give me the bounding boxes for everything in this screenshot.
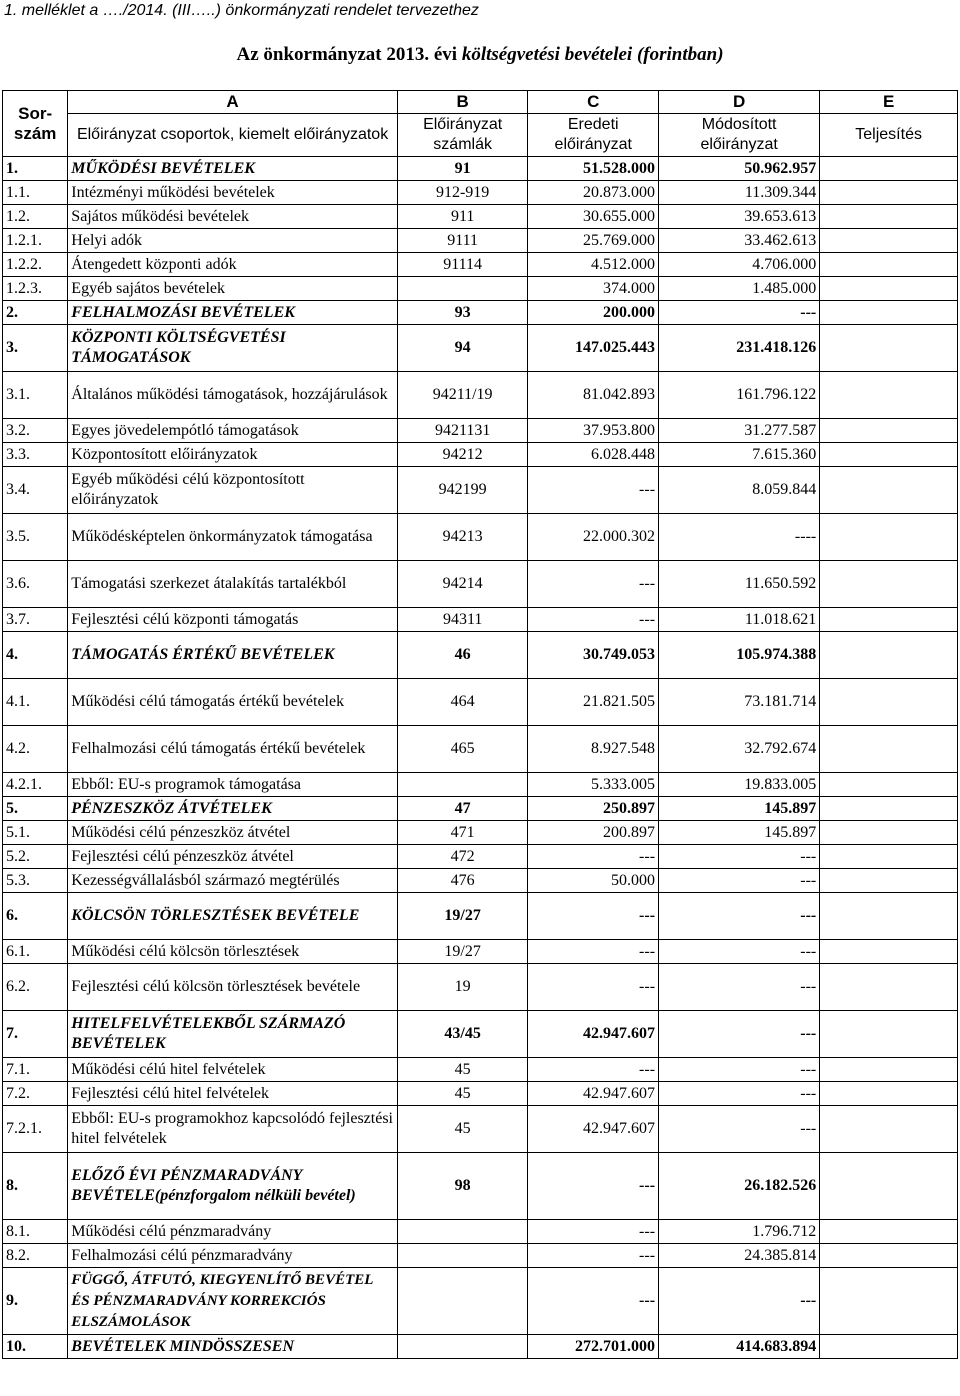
row-completion: [820, 372, 958, 419]
row-name: ELŐZŐ ÉVI PÉNZMARADVÁNY BEVÉTELE(pénzforgalom nélküli bevétel): [68, 1153, 398, 1220]
row-modified: 1.796.712: [659, 1220, 820, 1244]
row-modified: 26.182.526: [659, 1153, 820, 1220]
row-account: 98: [397, 1153, 528, 1220]
row-modified: ---: [659, 301, 820, 325]
row-completion: [820, 301, 958, 325]
row-modified: ---: [659, 893, 820, 940]
row-modified: 231.418.126: [659, 325, 820, 372]
row-code: 10.: [3, 1335, 68, 1359]
row-original: 4.512.000: [528, 253, 659, 277]
table-row: [3, 325, 958, 372]
row-original: 21.821.505: [528, 679, 659, 726]
row-completion: [820, 561, 958, 608]
row-original: 42.947.607: [528, 1082, 659, 1106]
row-account: [397, 773, 528, 797]
row-name: Működési célú támogatás értékű bevételek: [68, 679, 398, 726]
table-row: [3, 181, 958, 205]
row-original: 22.000.302: [528, 514, 659, 561]
row-completion: [820, 1220, 958, 1244]
row-modified: 24.385.814: [659, 1244, 820, 1268]
title-prefix: Az önkormányzat 2013. évi: [236, 44, 462, 65]
row-modified: ---: [659, 869, 820, 893]
row-modified: 33.462.613: [659, 229, 820, 253]
table-row: [3, 1244, 958, 1268]
row-completion: [820, 514, 958, 561]
row-name: BEVÉTELEK MINDÖSSZESEN: [68, 1335, 398, 1359]
row-code: 7.2.: [3, 1082, 68, 1106]
row-original: ---: [528, 467, 659, 514]
row-name: FÜGGŐ, ÁTFUTÓ, KIEGYENLÍTŐ BEVÉTEL ÉS PÉNZMARADVÁNY KORREKCIÓS ELSZÁMOLÁSOK: [68, 1268, 398, 1335]
row-completion: [820, 253, 958, 277]
row-original: 51.528.000: [528, 157, 659, 181]
row-original: ---: [528, 964, 659, 1011]
header-d: Módosított előirányzat: [659, 114, 820, 157]
row-modified: ---: [659, 1058, 820, 1082]
row-account: 46: [397, 632, 528, 679]
row-account: 45: [397, 1106, 528, 1153]
row-original: 147.025.443: [528, 325, 659, 372]
row-account: 464: [397, 679, 528, 726]
row-code: 3.7.: [3, 608, 68, 632]
header-description-row: [3, 114, 958, 157]
row-original: 20.873.000: [528, 181, 659, 205]
row-name: Támogatási szerkezet átalakítás tartalékból: [68, 561, 398, 608]
document-note: 1. melléklet a …./2014. (III…..) önkormányzati rendelet tervezethez: [4, 2, 479, 19]
header-letter-a: A: [68, 91, 398, 114]
table-row: [3, 608, 958, 632]
row-modified: 11.650.592: [659, 561, 820, 608]
table-row: [3, 1335, 958, 1359]
row-completion: [820, 608, 958, 632]
row-original: ---: [528, 1268, 659, 1335]
page-title: [0, 42, 960, 68]
row-original: ---: [528, 893, 659, 940]
row-account: 43/45: [397, 1011, 528, 1058]
row-completion: [820, 632, 958, 679]
row-completion: [820, 893, 958, 940]
row-name: Fejlesztési célú kölcsön törlesztések bevétele: [68, 964, 398, 1011]
row-modified: ---: [659, 1082, 820, 1106]
header-letter-d: D: [659, 91, 820, 114]
row-code: 4.1.: [3, 679, 68, 726]
row-completion: [820, 1335, 958, 1359]
row-modified: 8.059.844: [659, 467, 820, 514]
row-name: Központosított előirányzatok: [68, 443, 398, 467]
row-name: KÖLCSÖN TÖRLESZTÉSEK BEVÉTELE: [68, 893, 398, 940]
row-name: Működésképtelen önkormányzatok támogatása: [68, 514, 398, 561]
row-modified: 1.485.000: [659, 277, 820, 301]
table-row: [3, 157, 958, 181]
table-row: [3, 277, 958, 301]
table-row: [3, 821, 958, 845]
table-row: [3, 1082, 958, 1106]
row-modified: 31.277.587: [659, 419, 820, 443]
row-completion: [820, 964, 958, 1011]
table-row: [3, 940, 958, 964]
row-account: 912-919: [397, 181, 528, 205]
row-account: 471: [397, 821, 528, 845]
row-name: Fejlesztési célú pénzeszköz átvétel: [68, 845, 398, 869]
row-name: MŰKÖDÉSI BEVÉTELEK: [68, 157, 398, 181]
row-code: 7.2.1.: [3, 1106, 68, 1153]
row-original: 374.000: [528, 277, 659, 301]
row-completion: [820, 443, 958, 467]
row-account: 19: [397, 964, 528, 1011]
row-original: 37.953.800: [528, 419, 659, 443]
row-original: ---: [528, 1244, 659, 1268]
row-account: 9111: [397, 229, 528, 253]
row-original: ---: [528, 940, 659, 964]
row-name: Egyéb működési célú központosított előirányzatok: [68, 467, 398, 514]
row-name: Egyéb sajátos bevételek: [68, 277, 398, 301]
row-code: 4.: [3, 632, 68, 679]
row-modified: ---: [659, 1268, 820, 1335]
row-code: 5.2.: [3, 845, 68, 869]
table-row: [3, 561, 958, 608]
row-account: 94211/19: [397, 372, 528, 419]
row-modified: ---: [659, 964, 820, 1011]
row-account: [397, 1244, 528, 1268]
row-completion: [820, 1106, 958, 1153]
header-letter-c: C: [528, 91, 659, 114]
row-code: 1.2.1.: [3, 229, 68, 253]
header-letter-b: B: [397, 91, 528, 114]
row-original: 200.897: [528, 821, 659, 845]
table-row: [3, 419, 958, 443]
row-completion: [820, 773, 958, 797]
row-code: 6.1.: [3, 940, 68, 964]
row-account: [397, 1268, 528, 1335]
row-code: 1.2.2.: [3, 253, 68, 277]
table-row: [3, 253, 958, 277]
row-completion: [820, 797, 958, 821]
row-original: 5.333.005: [528, 773, 659, 797]
row-completion: [820, 277, 958, 301]
row-code: 3.2.: [3, 419, 68, 443]
table-row: [3, 372, 958, 419]
row-name: Kezességvállalásból származó megtérülés: [68, 869, 398, 893]
row-code: 2.: [3, 301, 68, 325]
row-account: 45: [397, 1082, 528, 1106]
row-account: 93: [397, 301, 528, 325]
row-completion: [820, 1153, 958, 1220]
table-row: [3, 1220, 958, 1244]
row-completion: [820, 419, 958, 443]
row-code: 6.: [3, 893, 68, 940]
row-code: 4.2.: [3, 726, 68, 773]
row-account: [397, 1220, 528, 1244]
row-modified: ----: [659, 514, 820, 561]
header-letter-e: E: [820, 91, 958, 114]
row-code: 3.4.: [3, 467, 68, 514]
row-original: 200.000: [528, 301, 659, 325]
row-original: ---: [528, 845, 659, 869]
row-modified: 161.796.122: [659, 372, 820, 419]
row-modified: 11.309.344: [659, 181, 820, 205]
header-e: Teljesítés: [820, 114, 958, 157]
row-code: 1.2.: [3, 205, 68, 229]
row-code: 3.: [3, 325, 68, 372]
row-code: 1.1.: [3, 181, 68, 205]
row-completion: [820, 869, 958, 893]
row-code: 7.: [3, 1011, 68, 1058]
row-completion: [820, 821, 958, 845]
row-account: 47: [397, 797, 528, 821]
table-row: [3, 797, 958, 821]
row-code: 8.1.: [3, 1220, 68, 1244]
row-code: 5.3.: [3, 869, 68, 893]
row-original: 6.028.448: [528, 443, 659, 467]
table-row: [3, 869, 958, 893]
row-name: TÁMOGATÁS ÉRTÉKŰ BEVÉTELEK: [68, 632, 398, 679]
row-account: [397, 1335, 528, 1359]
table-row: [3, 205, 958, 229]
row-modified: 7.615.360: [659, 443, 820, 467]
row-name: HITELFELVÉTELEKBŐL SZÁRMAZÓ BEVÉTELEK: [68, 1011, 398, 1058]
row-original: ---: [528, 1153, 659, 1220]
row-modified: ---: [659, 1106, 820, 1153]
row-completion: [820, 1011, 958, 1058]
row-original: ---: [528, 1220, 659, 1244]
row-name: KÖZPONTI KÖLTSÉGVETÉSI TÁMOGATÁSOK: [68, 325, 398, 372]
row-completion: [820, 845, 958, 869]
row-original: 250.897: [528, 797, 659, 821]
row-name: FELHALMOZÁSI BEVÉTELEK: [68, 301, 398, 325]
table-row: [3, 1106, 958, 1153]
title-italic: költségvetési bevételei (forintban): [461, 44, 724, 65]
row-original: 30.655.000: [528, 205, 659, 229]
row-completion: [820, 940, 958, 964]
row-original: 42.947.607: [528, 1011, 659, 1058]
row-modified: 50.962.957: [659, 157, 820, 181]
row-original: 30.749.053: [528, 632, 659, 679]
row-name: Fejlesztési célú hitel felvételek: [68, 1082, 398, 1106]
table-row: [3, 1058, 958, 1082]
row-name: Ebből: EU-s programok támogatása: [68, 773, 398, 797]
row-name: Felhalmozási célú pénzmaradvány: [68, 1244, 398, 1268]
row-name: Sajátos működési bevételek: [68, 205, 398, 229]
table-row: [3, 679, 958, 726]
row-name: Egyes jövedelempótló támogatások: [68, 419, 398, 443]
row-completion: [820, 1244, 958, 1268]
row-name: Működési célú hitel felvételek: [68, 1058, 398, 1082]
row-modified: ---: [659, 1011, 820, 1058]
row-code: 3.6.: [3, 561, 68, 608]
row-name: Általános működési támogatások, hozzájárulások: [68, 372, 398, 419]
row-code: 7.1.: [3, 1058, 68, 1082]
row-account: 9421131: [397, 419, 528, 443]
row-modified: 105.974.388: [659, 632, 820, 679]
row-code: 1.: [3, 157, 68, 181]
row-original: ---: [528, 608, 659, 632]
row-modified: ---: [659, 845, 820, 869]
row-account: 94212: [397, 443, 528, 467]
row-name: Átengedett központi adók: [68, 253, 398, 277]
row-name: Intézményi működési bevételek: [68, 181, 398, 205]
row-completion: [820, 205, 958, 229]
table-row: [3, 301, 958, 325]
table-row: [3, 726, 958, 773]
row-name: Ebből: EU-s programokhoz kapcsolódó fejlesztési hitel felvételek: [68, 1106, 398, 1153]
row-code: 6.2.: [3, 964, 68, 1011]
row-name: PÉNZESZKÖZ ÁTVÉTELEK: [68, 797, 398, 821]
row-completion: [820, 229, 958, 253]
row-account: 19/27: [397, 893, 528, 940]
table-row: [3, 1153, 958, 1220]
row-account: 91: [397, 157, 528, 181]
row-original: 81.042.893: [528, 372, 659, 419]
row-account: [397, 277, 528, 301]
table-row: [3, 1268, 958, 1335]
row-modified: 39.653.613: [659, 205, 820, 229]
row-original: ---: [528, 561, 659, 608]
row-completion: [820, 726, 958, 773]
header-b: Előirányzat számlák: [397, 114, 528, 157]
row-code: 8.: [3, 1153, 68, 1220]
row-completion: [820, 325, 958, 372]
header-c: Eredeti előirányzat: [528, 114, 659, 157]
row-modified: 73.181.714: [659, 679, 820, 726]
header-code-line: Sor-: [18, 103, 53, 123]
row-name: Működési célú kölcsön törlesztések: [68, 940, 398, 964]
row-modified: ---: [659, 940, 820, 964]
row-original: ---: [528, 1058, 659, 1082]
row-completion: [820, 679, 958, 726]
table-row: [3, 1011, 958, 1058]
row-completion: [820, 467, 958, 514]
row-original: 272.701.000: [528, 1335, 659, 1359]
row-account: 911: [397, 205, 528, 229]
row-modified: 414.683.894: [659, 1335, 820, 1359]
header-letter-row: [3, 91, 958, 114]
header-a: Előirányzat csoportok, kiemelt előirányzatok: [68, 114, 398, 157]
row-name: Felhalmozási célú támogatás értékű bevételek: [68, 726, 398, 773]
row-modified: 145.897: [659, 797, 820, 821]
table-row: [3, 443, 958, 467]
table-row: [3, 964, 958, 1011]
row-original: 25.769.000: [528, 229, 659, 253]
row-code: 3.1.: [3, 372, 68, 419]
row-modified: 11.018.621: [659, 608, 820, 632]
table-row: [3, 773, 958, 797]
row-code: 3.3.: [3, 443, 68, 467]
row-code: 5.1.: [3, 821, 68, 845]
row-modified: 4.706.000: [659, 253, 820, 277]
table-row: [3, 893, 958, 940]
row-original: 42.947.607: [528, 1106, 659, 1153]
row-name: Működési célú pénzmaradvány: [68, 1220, 398, 1244]
row-code: 3.5.: [3, 514, 68, 561]
row-account: 942199: [397, 467, 528, 514]
row-modified: 145.897: [659, 821, 820, 845]
table-row: [3, 467, 958, 514]
row-modified: 19.833.005: [659, 773, 820, 797]
row-code: 5.: [3, 797, 68, 821]
row-name: Működési célú pénzeszköz átvétel: [68, 821, 398, 845]
row-code: 1.2.3.: [3, 277, 68, 301]
row-completion: [820, 1082, 958, 1106]
table-row: [3, 632, 958, 679]
row-name: Fejlesztési célú központi támogatás: [68, 608, 398, 632]
row-completion: [820, 181, 958, 205]
row-modified: 32.792.674: [659, 726, 820, 773]
row-account: 476: [397, 869, 528, 893]
table-row: [3, 514, 958, 561]
row-account: 94213: [397, 514, 528, 561]
row-account: 94311: [397, 608, 528, 632]
row-code: 9.: [3, 1268, 68, 1335]
row-account: 94: [397, 325, 528, 372]
row-name: Helyi adók: [68, 229, 398, 253]
row-account: 472: [397, 845, 528, 869]
row-completion: [820, 1058, 958, 1082]
row-account: 94214: [397, 561, 528, 608]
row-code: 4.2.1.: [3, 773, 68, 797]
row-account: 45: [397, 1058, 528, 1082]
row-code: 8.2.: [3, 1244, 68, 1268]
row-original: 50.000: [528, 869, 659, 893]
header-code-line: szám: [13, 123, 57, 143]
header-code: [3, 91, 68, 157]
table-row: [3, 229, 958, 253]
row-completion: [820, 1268, 958, 1335]
row-account: 91114: [397, 253, 528, 277]
row-completion: [820, 157, 958, 181]
row-original: 8.927.548: [528, 726, 659, 773]
revenue-table: [2, 90, 958, 1359]
row-account: 465: [397, 726, 528, 773]
row-account: 19/27: [397, 940, 528, 964]
table-row: [3, 845, 958, 869]
